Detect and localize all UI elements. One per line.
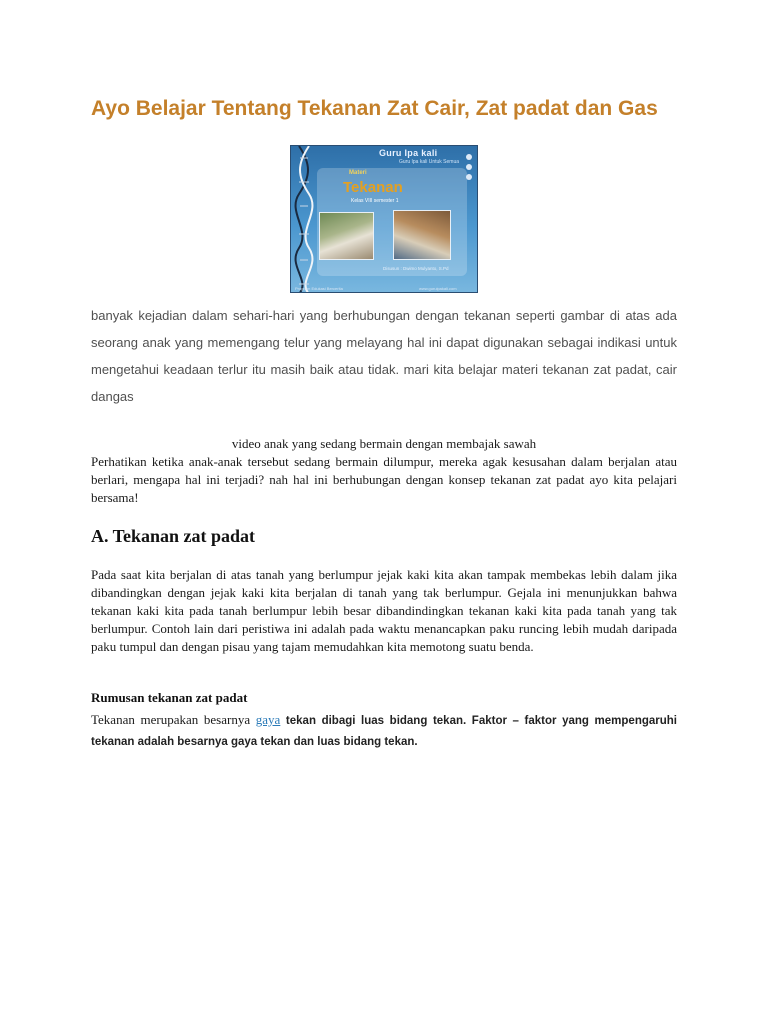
next-icon xyxy=(466,174,472,180)
students-photo-2 xyxy=(393,210,451,260)
intro-paragraph: banyak kejadian dalam sehari-hari yang berhubungan dengan tekanan seperti gambar di atas ada seorang anak yang memengang telur yang melayang hal ini dapat digunakan sebagai indikasi untuk mengetahui keadaan terlur itu masih baik atau tidak. mari kita belajar materi tekanan zat padat, cair dangas xyxy=(91,308,677,404)
figure-subtitle: Kelas VIII semester 1 xyxy=(351,198,399,204)
students-photo-1 xyxy=(319,212,374,260)
figure-small-title: Materi xyxy=(349,170,367,176)
dna-helix-icon xyxy=(293,146,315,293)
figure-author: Disusun : Dwimo Mulyanto, S.Pd xyxy=(383,266,449,271)
lesson-cover-image xyxy=(290,145,478,293)
home-icon xyxy=(466,154,472,160)
figure-main-title: Tekanan xyxy=(343,179,403,196)
gaya-link[interactable]: gaya xyxy=(255,712,281,727)
figure-footer-left: Program Edukasi Bercerita xyxy=(295,286,343,291)
observation-paragraph: Perhatikan ketika anak-anak tersebut sedang bermain dilumpur, mereka agak kesusahan dalam berjalan atau berlari, mengapa hal ini terjadi? nah hal ini berhubungan dengan konsep tekanan zat padat ayo kita pelajari bersama! xyxy=(91,454,677,505)
page-title: Ayo Belajar Tentang Tekanan Zat Cair, Zat padat dan Gas xyxy=(91,97,658,120)
info-icon xyxy=(466,164,472,170)
figure-header: Guru Ipa kali xyxy=(379,148,438,158)
definition-lead: Tekanan merupakan besarnya xyxy=(91,712,256,727)
figure-nav-icons xyxy=(466,154,474,184)
formula-subheading: Rumusan tekanan zat padat xyxy=(91,690,248,705)
solid-pressure-paragraph: Pada saat kita berjalan di atas tanah yang berlumpur jejak kaki kita akan tampak membekas lebih dalam jika dibandingkan dengan jejak kaki kita berjalan di tanah yang tak berlumpur. Gejala ini menunjukkan bahwa tekanan kaki kita pada tanah berlumpur lebih besar dibandindingkan tekanan kaki kita pada tanah yang tak berlumpur. Contoh lain dari peristiwa ini adalah pada waktu menancapkan paku runcing lebih mudah daripada paku tumpul dan dengan pisau yang tajam memudahkan kita memotong suatu benda. xyxy=(91,567,677,654)
section-a-heading: A. Tekanan zat padat xyxy=(91,526,256,546)
figure-subheader: Guru Ipa kali Untuk Semua xyxy=(399,159,460,165)
video-caption: video anak yang sedang bermain dengan membajak sawah xyxy=(231,436,537,451)
figure-footer-right: www.guruipakali.com xyxy=(419,286,457,291)
definition-bold-text: tekan dibagi luas bidang tekan. Faktor – faktor yang mempengaruhi tekanan adalah besarnya gaya tekan dan luas bidang tekan. xyxy=(91,715,677,748)
definition-paragraph xyxy=(91,710,677,752)
